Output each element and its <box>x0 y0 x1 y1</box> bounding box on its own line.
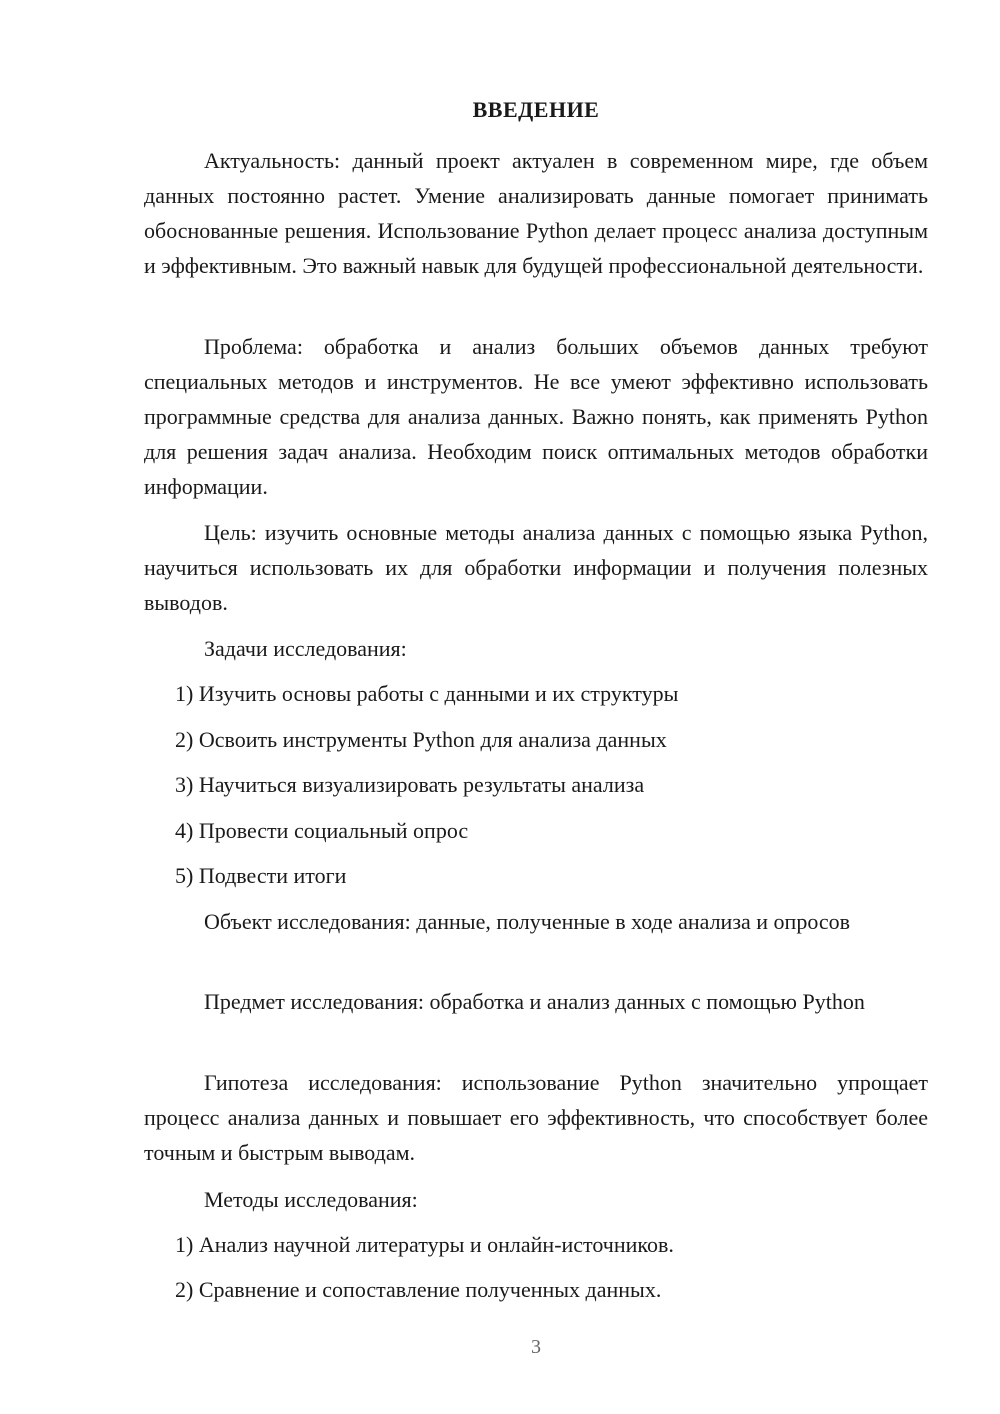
paragraph-goal: Цель: изучить основные методы анализа данных с помощью языка Python, научиться использовать их для обработки информации и получения полезных выводов. <box>144 520 928 615</box>
methods-label: Методы исследования: <box>204 1187 418 1212</box>
paragraph-hypothesis: Гипотеза исследования: использование Python значительно упрощает процесс анализа данных и повышает его эффективность, что способствует более точным и быстрым выводам. <box>144 1070 928 1165</box>
task-item: 4) Провести социальный опрос <box>175 818 469 843</box>
task-item: 3) Научиться визуализировать результаты анализа <box>175 772 645 797</box>
task-item: 2) Освоить инструменты Python для анализа данных <box>175 727 667 752</box>
tasks-label: Задачи исследования: <box>204 636 407 661</box>
task-item: 5) Подвести итоги <box>175 863 347 888</box>
paragraph-problem: Проблема: обработка и анализ больших объемов данных требуют специальных методов и инструментов. Не все умеют эффективно использовать программные средства для анализа данных. Важно понять, как применять Python для решения задач анализа. Необходим поиск оптимальных методов обработки информации. <box>144 334 928 499</box>
task-item: 1) Изучить основы работы с данными и их структуры <box>175 681 679 706</box>
method-item: 1) Анализ научной литературы и онлайн-источников. <box>175 1232 674 1257</box>
paragraph-relevance: Актуальность: данный проект актуален в современном мире, где объем данных постоянно растет. Умение анализировать данные помогает принимать обоснованные решения. Использование Python делает процесс анализа доступным и эффективным. Это важный навык для будущей профессиональной деятельности. <box>144 148 928 278</box>
paragraph-subject: Предмет исследования: обработка и анализ данных с помощью Python <box>204 989 865 1014</box>
page-number: 3 <box>531 1336 541 1358</box>
page-title: ВВЕДЕНИЕ <box>472 97 600 122</box>
paragraph-object: Объект исследования: данные, полученные в ходе анализа и опросов <box>204 909 851 934</box>
method-item: 2) Сравнение и сопоставление полученных данных. <box>175 1277 662 1302</box>
